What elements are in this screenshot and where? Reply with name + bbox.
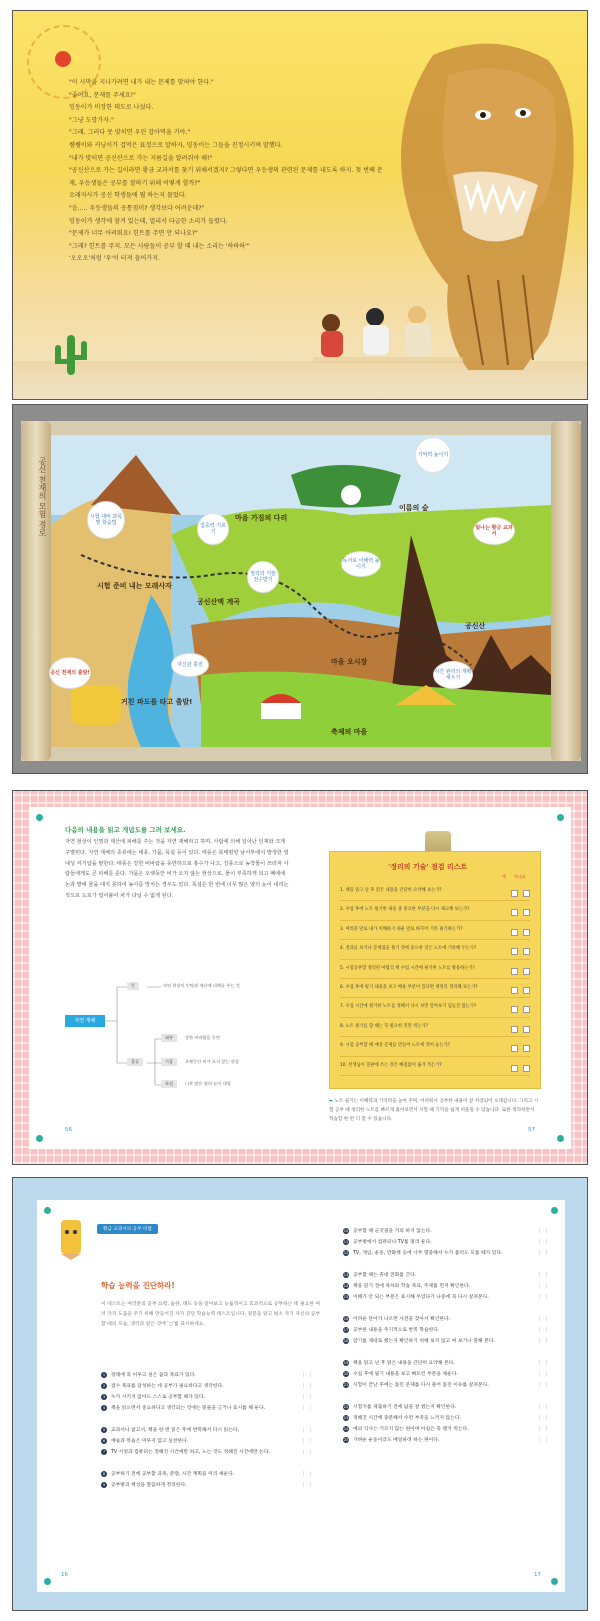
- story-line: "그냥 도망가자.": [69, 116, 114, 124]
- list-item-text: 예습과 복습은 미루지 않고 실천한다.: [111, 1439, 189, 1444]
- checklist-item: [340, 1018, 530, 1037]
- checklist-board: [329, 851, 541, 1089]
- story-line: "공신산으로 가는 길이라면 황금 교과서를 찾기 위해서겠지? 그렇다면 우등생의 관련된 문제를 내도록 하지. 첫 번째 문제, 우등생들은 공부를 잘하기 위해 어떻게 할까?": [69, 167, 383, 187]
- check-slot[interactable]: | |: [302, 1395, 311, 1400]
- number-dot-icon: 6: [102, 1438, 106, 1443]
- check-slot[interactable]: | |: [538, 1427, 547, 1432]
- list-item-text: 공부한 내용을 주기적으로 반복 학습한다.: [353, 1328, 440, 1333]
- map-label-sand-lion: 시험 준비 내는 모래사자: [97, 582, 172, 590]
- list-item: [101, 1480, 311, 1491]
- number-dot-icon: 9: [102, 1482, 106, 1487]
- list-item-text: 가벼운 운동이라도 매일하려 하는 편이다.: [353, 1438, 440, 1443]
- check-slot[interactable]: | |: [538, 1361, 547, 1366]
- story-line: "그래, 그러다 못 맞히면 우린 잡아먹을 거야.": [69, 129, 191, 137]
- story-line: "좋아요, 문제를 주세요!": [69, 91, 136, 99]
- number-dot-icon: 24: [343, 1426, 349, 1431]
- checklist-item: [340, 921, 530, 940]
- list-item: [101, 1392, 311, 1403]
- checklist-items: [340, 882, 530, 1076]
- checklist-text: 5. 시험공부할 정리된 마법의 책 수업 시간에 필기한 노트를 활용하는가?: [340, 965, 475, 971]
- checklist-text: 3. 여러분 말로 내가 이해하기 쉬운 말로 바꾸어 기록 필기하는가?: [340, 926, 463, 932]
- checklist-text: 1. 책을 읽고 난 후 읽은 내용을 간단히 요약해 보는가?: [340, 888, 442, 893]
- number-dot-icon: 11: [343, 1239, 349, 1244]
- check-slot[interactable]: | |: [302, 1450, 311, 1455]
- list-item: [101, 1436, 311, 1447]
- diagnosis-inner: [37, 1200, 565, 1592]
- concept-leaf-text: 강한 비바람을 동반: [185, 1035, 221, 1040]
- story-line: "이 사막을 지나가려면 내가 내는 문제를 맞혀야 한다.": [69, 79, 214, 86]
- page-number-right: 57: [528, 1127, 535, 1133]
- number-dot-icon: 23: [343, 1415, 349, 1420]
- list-item: [343, 1369, 547, 1380]
- map-scroll: [21, 421, 581, 761]
- note-text: 노트 필기는 이해력과 기억력을 높여 주며, 어려워서 공부한 내용이 잘 저장되어 오래갑니다. 그리고 시험 공부 때 정리한 노트를 빠르게 훑어보면서 시험 때 기억을 쉽게 떠올릴 수 있습니다. 또한 정리하면서 학습할 한 번 더 할 수 있습니다.: [329, 1099, 539, 1122]
- concept-leaf-text: 오랫동안 비가 오지 않는 현상: [185, 1059, 239, 1064]
- list-item: [343, 1281, 547, 1292]
- map-label-valley: 공신산맥 계곡: [197, 598, 241, 606]
- list-item: [343, 1325, 547, 1336]
- number-dot-icon: 25: [343, 1437, 349, 1442]
- map-bubble-start: 공신 천재의 출발!: [49, 657, 91, 689]
- story-line: 밍동이가 생각에 잠겨 있는데, 멀리서 다급한 소리가 들렸다.: [69, 217, 228, 225]
- list-item: [343, 1358, 547, 1369]
- check-slot[interactable]: | |: [538, 1328, 547, 1333]
- story-line: "그래? 힌트를 주지. 모든 사람들이 공부 할 때 내는 소리는 '하하하'": [69, 242, 250, 250]
- check-slot[interactable]: | |: [538, 1405, 547, 1410]
- checklist-text: 8. 노트 필기를 할 때는 꼭 필요한 것만 적는가?: [340, 1023, 428, 1029]
- pin-icon: [556, 1134, 565, 1143]
- list-item: [343, 1248, 547, 1270]
- map-label-town: 마을 오시장: [331, 658, 368, 666]
- check-slot[interactable]: | |: [538, 1229, 547, 1234]
- check-slot[interactable]: | |: [538, 1251, 547, 1256]
- list-item-text: TV, 게임, 운동, 만화책 등에 너무 열중해서 누가 불러도 모를 때가 있다.: [353, 1251, 503, 1256]
- number-dot-icon: 14: [343, 1283, 349, 1288]
- list-item: [101, 1447, 311, 1469]
- list-item-text: 예의 식사는 거르지 않는 편이며 아침은 꼭 챙겨 먹는다.: [353, 1427, 469, 1432]
- checklist-item: [340, 998, 530, 1017]
- story-line: 쌤쌤이와 커닝이가 겁먹은 표정으로 말하자, 밍동이는 그들을 진정시키며 말했다.: [69, 141, 283, 149]
- concept-branch-types: 종류: [127, 1058, 143, 1066]
- list-item-text: 공부할 때는 휴대 전화를 끈다.: [353, 1273, 417, 1278]
- map-vertical-title: 공신 천재의 모험 경로: [38, 457, 47, 537]
- check-slot[interactable]: | |: [538, 1295, 547, 1300]
- list-item: [343, 1402, 547, 1413]
- section-title: 학습 능력을 진단하라!: [101, 1281, 175, 1290]
- col-yes: 예: [502, 874, 506, 879]
- check-slot[interactable]: | |: [538, 1317, 547, 1322]
- number-dot-icon: 2: [102, 1383, 106, 1388]
- checklist-item: [340, 901, 530, 920]
- scroll-roll-left: [21, 421, 51, 761]
- list-item: [101, 1403, 311, 1425]
- cactus-icon: [51, 329, 91, 375]
- concept-leaf-tag: 가뭄: [161, 1058, 177, 1066]
- arrow-right-icon: ➡: [329, 1099, 335, 1104]
- check-slot[interactable]: | |: [302, 1483, 311, 1488]
- checklist-right: [343, 1226, 547, 1446]
- story-line: '오오오'처럼 '우'이 터져 들어가지.: [69, 255, 160, 263]
- checklist-text: 4. 전과를 보거나 문제집을 풀기 전에 중요한 것은 노트에 기록해 두는가?: [340, 946, 477, 952]
- check-slot[interactable]: | |: [538, 1383, 547, 1388]
- list-item: [343, 1314, 547, 1325]
- section-badge: 황금 교과서의 공부 비법: [97, 1224, 158, 1234]
- check-slot[interactable]: | |: [538, 1284, 547, 1289]
- number-dot-icon: 10: [343, 1228, 349, 1233]
- number-dot-icon: 4: [102, 1405, 106, 1410]
- number-dot-icon: 12: [343, 1250, 349, 1255]
- concept-leaf-tag: 태풍: [161, 1034, 177, 1042]
- scroll-roll-right: [551, 421, 581, 761]
- list-item-text: 시험이 끝난 후에는 틀린 문제를 다시 풀어 틀린 이유를 살펴본다.: [353, 1383, 489, 1388]
- check-slot[interactable]: | |: [538, 1273, 547, 1278]
- children-group-illustration: [313, 301, 463, 371]
- list-item-text: 책을 읽으면서 중요하다고 생각되는 것에는 밑줄을 긋거나 표시를 해 둔다.: [111, 1406, 266, 1411]
- list-item-text: 시험지를 제출하기 전에 답을 잘 썼는지 확인한다.: [353, 1405, 457, 1410]
- check-slot[interactable]: | |: [302, 1472, 311, 1477]
- pin-icon: [550, 1577, 559, 1586]
- list-item: [343, 1270, 547, 1281]
- number-dot-icon: 17: [343, 1327, 349, 1332]
- check-slot[interactable]: | |: [302, 1373, 311, 1378]
- check-slot[interactable]: | |: [302, 1439, 311, 1444]
- checklist-item: [340, 882, 530, 901]
- list-item: [343, 1413, 547, 1424]
- checklist-note: [329, 1097, 539, 1124]
- story-line: "음..... 우등생들의 공통점이? 생각보다 어려운데?": [69, 204, 205, 212]
- list-item: [343, 1380, 547, 1402]
- concept-branch-meaning: 뜻: [127, 982, 139, 990]
- check-slot[interactable]: | |: [538, 1438, 547, 1443]
- map-bubble-exam-study: 시험 대비 과목별 학습법: [87, 501, 125, 539]
- list-item-text: 장래에 꼭 이루고 싶은 꿈과 목표가 있다.: [111, 1373, 196, 1378]
- pencil-character-icon: [51, 1214, 91, 1260]
- number-dot-icon: 22: [343, 1404, 349, 1409]
- pin-icon: [35, 813, 44, 822]
- checklist-item: [340, 979, 530, 998]
- pin-icon: [35, 1134, 44, 1143]
- story-line: "내가 맞히면 공신산으로 가는 지름길을 알려줘야 해!": [69, 154, 213, 162]
- checklist-left: [101, 1370, 311, 1491]
- number-dot-icon: 18: [343, 1338, 349, 1343]
- pin-icon: [43, 1577, 52, 1586]
- col-no: 아니요: [514, 874, 526, 879]
- map-bubble-confidence: 자신감 충전: [171, 653, 209, 677]
- list-item-text: 공부할 때 군것질을 거의 하지 않는다.: [353, 1229, 432, 1234]
- number-dot-icon: 20: [343, 1371, 349, 1376]
- checklist-item: [340, 940, 530, 959]
- workbook-spread: [12, 790, 588, 1165]
- map-bubble-reading: 독서로 이해력 높이기: [341, 551, 381, 577]
- story-text: [69, 77, 389, 266]
- checklist-text: 2. 수업 후에 노트 필기한 내용 중 중요한 부분을 다시 체크해 보는가?: [340, 907, 470, 913]
- study-diagnosis-spread: [12, 1177, 588, 1611]
- concept-leaf-text: 너무 많은 양의 눈이 내림: [185, 1081, 231, 1086]
- pin-icon: [556, 813, 565, 822]
- list-item-text: 이해가 안 되는 부분은 표시해 두었다가 나중에 꼭 다시 살펴본다.: [353, 1295, 489, 1300]
- list-item: [343, 1424, 547, 1435]
- check-slot[interactable]: | |: [538, 1372, 547, 1377]
- checklist-text: 10. 선생님이 칠판에 쓰는 것은 빠짐없이 옮겨 적는가?: [340, 1062, 442, 1068]
- story-page: [12, 10, 588, 400]
- list-item: [101, 1370, 311, 1381]
- story-line: 밍동이가 비장한 태도로 나섰다.: [69, 104, 154, 112]
- list-item-text: 책을 읽고 난 후 읽은 내용을 간단히 요약해 본다.: [353, 1361, 455, 1366]
- number-dot-icon: 16: [343, 1316, 349, 1321]
- map-label-mountain: 공신산: [465, 622, 486, 630]
- map-bubble-golden-textbook: 빛나는 황금 교과서: [473, 517, 515, 545]
- list-item-text: 공부방과 책상을 깔끔하게 정리한다.: [111, 1483, 187, 1488]
- map-bubble-organizing: 정리의 기술 전수받기: [247, 561, 279, 593]
- question-title: 다음의 내용을 읽고 개념도를 그려 보세요.: [65, 826, 186, 834]
- checklist-text: 6. 수업 후에 필기 내용을 보고 배운 부분이 있다면 재정리 정리해 보는가?: [340, 984, 478, 990]
- checklist-text: 9. 시험 공부할 때 예상 문제를 만들어 노트에 적어 놓는가?: [340, 1043, 450, 1049]
- number-dot-icon: 21: [343, 1382, 349, 1387]
- checklist-item: [340, 1037, 530, 1056]
- check-slot[interactable]: | |: [538, 1416, 547, 1421]
- pin-icon: [550, 1206, 559, 1215]
- map-label-bridge: 마음 가짐의 다리: [235, 514, 288, 522]
- concept-root: 자연 재해: [65, 1015, 105, 1027]
- page-number-left: 16: [61, 1572, 68, 1578]
- map-bubble-memory: 기억력 높이기: [415, 437, 451, 473]
- list-item-text: 책을 읽기 전에 목차와 학습 목표, 주제를 먼저 확인한다.: [353, 1284, 471, 1289]
- check-slot[interactable]: | |: [302, 1406, 311, 1411]
- list-item-text: 누가 시키지 않아도 스스로 공부할 때가 있다.: [111, 1395, 206, 1400]
- number-dot-icon: 3: [102, 1394, 106, 1399]
- number-dot-icon: 7: [102, 1449, 106, 1454]
- list-item-text: 점수 목표를 달성하는 데 공부가 필요하다고 생각한다.: [111, 1384, 224, 1389]
- list-item: [343, 1237, 547, 1248]
- checkbox-pair[interactable]: [506, 1063, 530, 1081]
- number-dot-icon: 1: [102, 1372, 106, 1377]
- story-line: 오래자사가 공신 학생들에 뭘 하는지 물었다.: [69, 192, 187, 200]
- checklist-text: 7. 수업 시간에 필기한 노트를 정해서 다시 보면 알아보기 힘들진 않는가?: [340, 1004, 477, 1010]
- checklist-item: [340, 1057, 530, 1076]
- checklist-item: [340, 960, 530, 979]
- list-item-text: 공부하기 전에 공부할 과목, 분량, 시간 계획을 미리 세운다.: [111, 1472, 235, 1477]
- map-label-wave-start: 거친 파도를 타고 출발!: [121, 698, 193, 706]
- check-slot[interactable]: | |: [538, 1339, 547, 1344]
- reading-paragraph: 자연 현상이 인명과 재산에 피해를 주는 것을 자연 재해라고 하며, 사람에 의해 일어난 인재와 크게 구별된다. 자연 재해의 종류에는 태풍, 가뭄, 폭설 등이 있다. 태풍은 북태평양 남서부에서 발생한 열대성 저기압을 말한다. 태풍은 강한 비바람을 동반하므로 홍수가 나고, 강풍으로 농작물이 쓰러져 사람들에게도 큰 피해를 준다. 가뭄은 오랫동안 비가 오지 않는 현상으로, 물이 부족하게 되고 폐에에 논과 밭에 물을 대지 못하여 농사를 망치는 경우도 있다. 폭설은 한 번에 너무 많은 양의 눈이 내리는 것으로 도로가 얼어붙어 차가 다닐 수 없게 된다.: [65, 839, 289, 899]
- list-item: [343, 1336, 547, 1358]
- list-item: [101, 1381, 311, 1392]
- number-dot-icon: 13: [343, 1272, 349, 1277]
- map-bubble-focus: 집중력 기르기: [197, 513, 229, 545]
- list-item-text: 정해진 시간에 충분해서 수면 부족을 느끼지 않는다.: [353, 1416, 461, 1421]
- number-dot-icon: 5: [102, 1427, 106, 1432]
- map-label-festival: 축제의 마을: [331, 728, 368, 736]
- check-slot[interactable]: | |: [302, 1384, 311, 1389]
- check-slot[interactable]: | |: [538, 1240, 547, 1245]
- list-item-text: 교과서나 참고서, 책을 한 번 읽은 후에 반복해서 다시 읽는다.: [111, 1428, 239, 1433]
- list-item-text: 수업 후에 필기 내용을 보고 빠트린 부분을 채운다.: [353, 1372, 458, 1377]
- adventure-map-page: [12, 404, 588, 774]
- number-dot-icon: 19: [343, 1360, 349, 1365]
- list-item-text: 암기를 제대로 했는지 확인하기 위해 보지 않고 써 보거나 말해 본다.: [353, 1339, 495, 1344]
- list-item: [343, 1435, 547, 1446]
- list-item-text: TV 시청과 컴퓨터는 정해진 시간에만 하고, 노는 것도 정해진 시간에만 논다.: [111, 1450, 270, 1455]
- number-dot-icon: 8: [102, 1471, 106, 1476]
- concept-leaf-tag: 폭설: [161, 1080, 177, 1088]
- checklist-title: '정리의 기술' 점검 리스트: [388, 863, 468, 871]
- concept-meaning-text: 자연 현상이 인명과 재산에 피해를 주는 것: [163, 983, 240, 988]
- workbook-inner: [29, 807, 571, 1149]
- story-line: "문제가 너무 어려워요! 힌트를 주면 안 되나요?": [69, 230, 198, 238]
- list-item: [101, 1469, 311, 1480]
- page-number-right: 17: [534, 1572, 541, 1578]
- map-label-forest: 이름의 숲: [399, 504, 429, 512]
- intro-text: 이 테스트는 여러분의 공부 요령, 습관, 태도 등을 알아보고 능률적이고 효과적으로 공부하는 데 필요한 여러 가지 도움을 주기 위해 만들어진 자가 진단 학습능력 테스트입니다. 질문을 읽고 평소 자기 자신의 공부할 때의 모습, 생각과 같은 것에 '○'를 표시하세요.: [101, 1302, 321, 1327]
- list-item: [101, 1425, 311, 1436]
- page-number-left: 56: [65, 1127, 72, 1133]
- list-item: [343, 1292, 547, 1314]
- list-item: [343, 1226, 547, 1237]
- map-bubble-time-plan: 시간 관리의 계획 세우기: [433, 661, 473, 689]
- concept-map: [65, 967, 290, 1107]
- list-item-text: 어려운 단어가 나오면 사전을 찾아서 확인한다.: [353, 1317, 451, 1322]
- number-dot-icon: 15: [343, 1294, 349, 1299]
- check-slot[interactable]: | |: [302, 1428, 311, 1433]
- list-item-text: 공부방에서 컴퓨터나 TV를 멀리 둔다.: [353, 1240, 432, 1245]
